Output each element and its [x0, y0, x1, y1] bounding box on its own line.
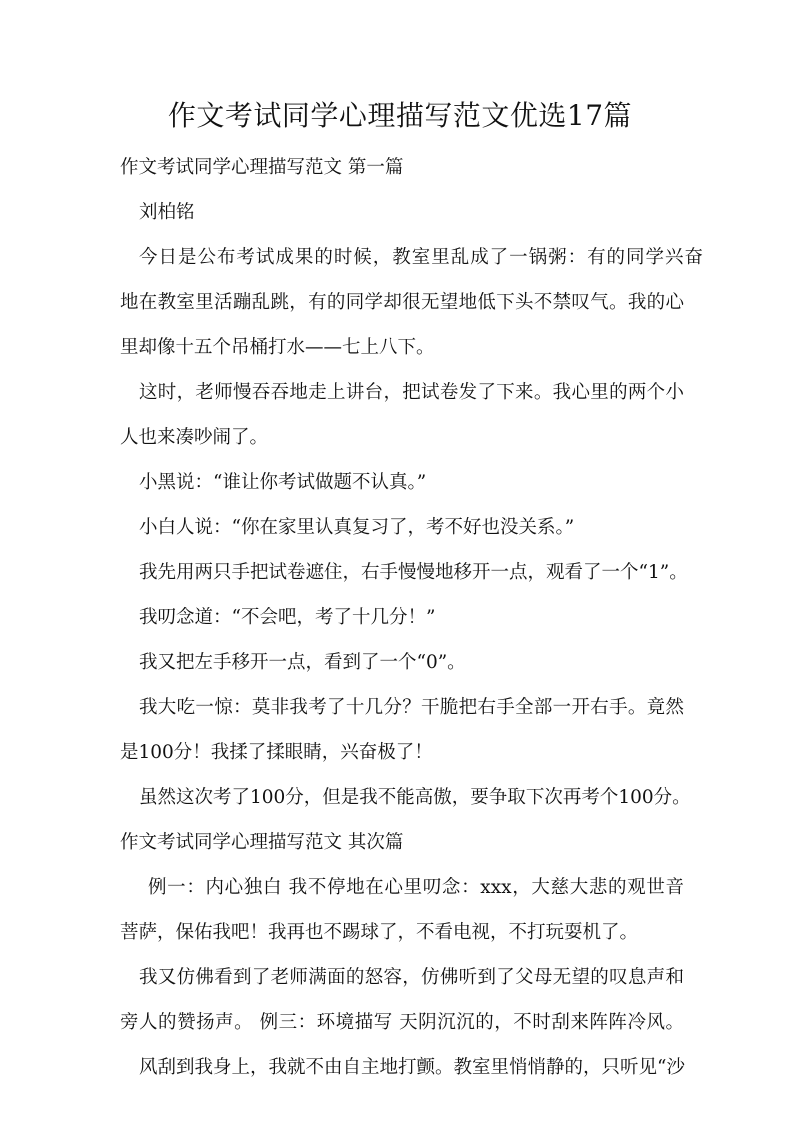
paragraph-line: 我叨念道：“不会吧，考了十几分！” — [139, 607, 436, 628]
document-title: 作文考试同学心理描写范文优选17篇 — [167, 99, 633, 132]
paragraph-line: 例一：内心独白 我不停地在心里叨念：xxx，大慈大悲的观世音 — [148, 877, 684, 898]
paragraph-line: 我又把左手移开一点，看到了一个“0”。 — [139, 652, 466, 673]
paragraph-line: 里却像十五个吊桶打水——七上八下。 — [120, 337, 435, 358]
section-heading-1: 作文考试同学心理描写范文 第一篇 — [120, 157, 404, 178]
paragraph-line: 地在教室里活蹦乱跳，有的同学却很无望地低下头不禁叹气。我的心 — [120, 292, 684, 313]
author-name: 刘柏铭 — [139, 202, 195, 223]
paragraph-line: 我先用两只手把试卷遮住，右手慢慢地移开一点，观看了一个“1”。 — [139, 562, 688, 583]
paragraph-line: 小白人说：“你在家里认真复习了，考不好也没关系。” — [139, 517, 575, 538]
paragraph-line: 这时，老师慢吞吞地走上讲台，把试卷发了下来。我心里的两个小 — [139, 382, 684, 403]
paragraph-line: 是100分！我揉了揉眼睛，兴奋极了！ — [120, 742, 433, 763]
paragraph-line: 我又仿佛看到了老师满面的怒容，仿佛听到了父母无望的叹息声和 — [139, 967, 684, 988]
paragraph-line: 菩萨，保佑我吧！我再也不踢球了，不看电视，不打玩耍机了。 — [120, 922, 639, 943]
paragraph-line: 风刮到我身上，我就不由自主地打颤。教室里悄悄静的，只听见“沙 — [139, 1057, 685, 1078]
section-heading-2: 作文考试同学心理描写范文 其次篇 — [120, 832, 404, 853]
paragraph-line: 今日是公布考试成果的时候，教室里乱成了一锅粥：有的同学兴奋 — [139, 247, 703, 268]
paragraph-line: 旁人的赞扬声。 例三：环境描写 天阴沉沉的，不时刮来阵阵冷风。 — [120, 1012, 684, 1033]
paragraph-line: 虽然这次考了100分，但是我不能高傲，要争取下次再考个100分。 — [139, 787, 691, 808]
paragraph-line: 我大吃一惊：莫非我考了十几分？干脆把右手全部一开右手。竟然 — [139, 697, 684, 718]
paragraph-line: 人也来凑吵闹了。 — [120, 427, 269, 448]
paragraph-line: 小黑说：“谁让你考试做题不认真。” — [139, 472, 427, 493]
